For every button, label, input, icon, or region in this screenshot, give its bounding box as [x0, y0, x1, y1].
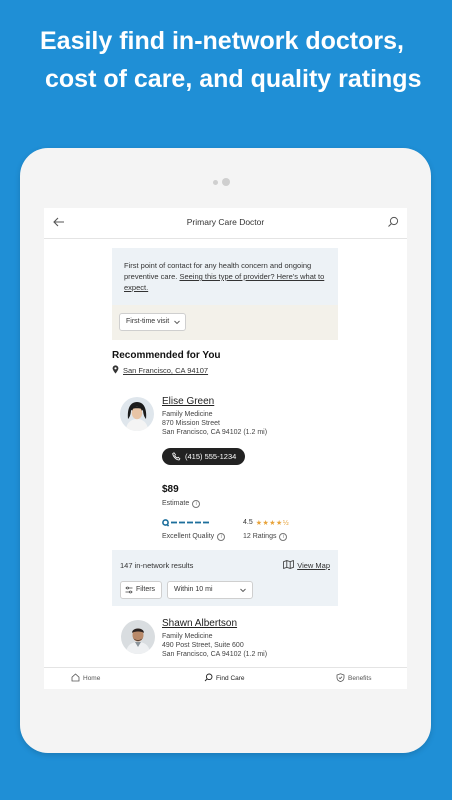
doctor-address: 870 Mission Street [162, 420, 220, 427]
quality-label-text: Excellent Quality [162, 533, 215, 540]
location-row[interactable] [112, 365, 208, 375]
headline-line-1: Easily find in-network doctors, [40, 27, 404, 55]
camera-dot [213, 180, 218, 185]
search-icon[interactable] [387, 216, 399, 228]
quality-label [162, 533, 225, 541]
doctor-avatar[interactable] [120, 397, 154, 431]
search-icon [204, 673, 213, 682]
doctor-specialty: Family Medicine [162, 411, 213, 418]
ratings-count [243, 533, 287, 541]
nav-find-care[interactable] [204, 673, 245, 682]
doctor-photo [121, 620, 155, 654]
recommended-heading: Recommended for You [112, 350, 221, 361]
doctor-city-distance: San Francisco, CA 94102 (1.2 mi) [162, 429, 268, 436]
doctor-name-link[interactable]: Elise Green [162, 396, 215, 407]
cost-estimate-value: $89 [162, 484, 179, 495]
star-rating [243, 519, 289, 527]
nav-find-care-label: Find Care [216, 675, 245, 682]
view-map-label: View Map [297, 561, 330, 570]
distance-value: Within 10 mi [174, 586, 213, 593]
info-icon[interactable]: i [192, 500, 200, 508]
filter-sliders-icon [125, 586, 133, 594]
provider-description [124, 260, 334, 293]
results-panel [112, 550, 338, 606]
filters-label: Filters [136, 586, 156, 593]
chevron-down-icon [173, 318, 181, 326]
bottom-navigation [44, 667, 407, 689]
page-title: Primary Care Doctor [186, 217, 265, 227]
visit-type-value: First-time visit [126, 318, 170, 325]
headline-line-2: cost of care, and quality ratings [45, 65, 422, 93]
app-screen [44, 208, 407, 689]
ratings-count-text: 12 Ratings [243, 533, 277, 540]
nav-benefits-label: Benefits [348, 675, 372, 682]
doctor-photo [120, 397, 154, 431]
results-count: 147 in-network results [120, 561, 194, 570]
quality-rating-bar [162, 519, 212, 527]
location-link[interactable]: San Francisco, CA 94107 [123, 366, 209, 375]
nav-home[interactable] [71, 673, 100, 682]
top-bar [44, 208, 407, 239]
cost-estimate-label [162, 500, 200, 508]
doctor-specialty: Family Medicine [162, 633, 213, 640]
what-to-expect-link[interactable]: Seeing this type of provider? Here's what to expect. [124, 272, 325, 292]
chevron-down-icon [239, 586, 247, 594]
doctor-name-link[interactable]: Shawn Albertson [162, 618, 238, 629]
doctor-address: 490 Post Street, Suite 600 [162, 642, 244, 649]
description-text: First point of contact for any health concern and ongoing preventive care. [124, 261, 312, 281]
nav-home-label: Home [83, 675, 101, 682]
info-description-panel [112, 248, 338, 305]
provider-info-card [112, 248, 338, 340]
home-icon [71, 673, 80, 682]
visit-type-panel [112, 305, 338, 340]
view-map-button[interactable] [283, 560, 330, 570]
estimate-label-text: Estimate [162, 500, 190, 507]
stars-icon: ★★★★½ [255, 520, 290, 527]
location-pin-icon [112, 365, 119, 374]
doctor-avatar[interactable] [121, 620, 155, 654]
phone-icon [172, 452, 181, 461]
shield-icon [336, 673, 345, 682]
call-phone-button[interactable] [162, 448, 245, 465]
info-icon[interactable]: i [217, 533, 225, 541]
nav-benefits[interactable] [336, 673, 372, 682]
visit-type-select[interactable] [119, 313, 186, 331]
map-icon [283, 560, 294, 569]
camera-lens [222, 178, 230, 186]
rating-value: 4.5 [243, 519, 253, 526]
doctor-city-distance: San Francisco, CA 94102 (1.2 mi) [162, 651, 268, 658]
filters-button[interactable] [120, 581, 162, 599]
info-icon[interactable]: i [279, 533, 287, 541]
tablet-frame [20, 148, 431, 753]
distance-select[interactable] [167, 581, 253, 599]
phone-number: (415) 555-1234 [185, 452, 237, 461]
